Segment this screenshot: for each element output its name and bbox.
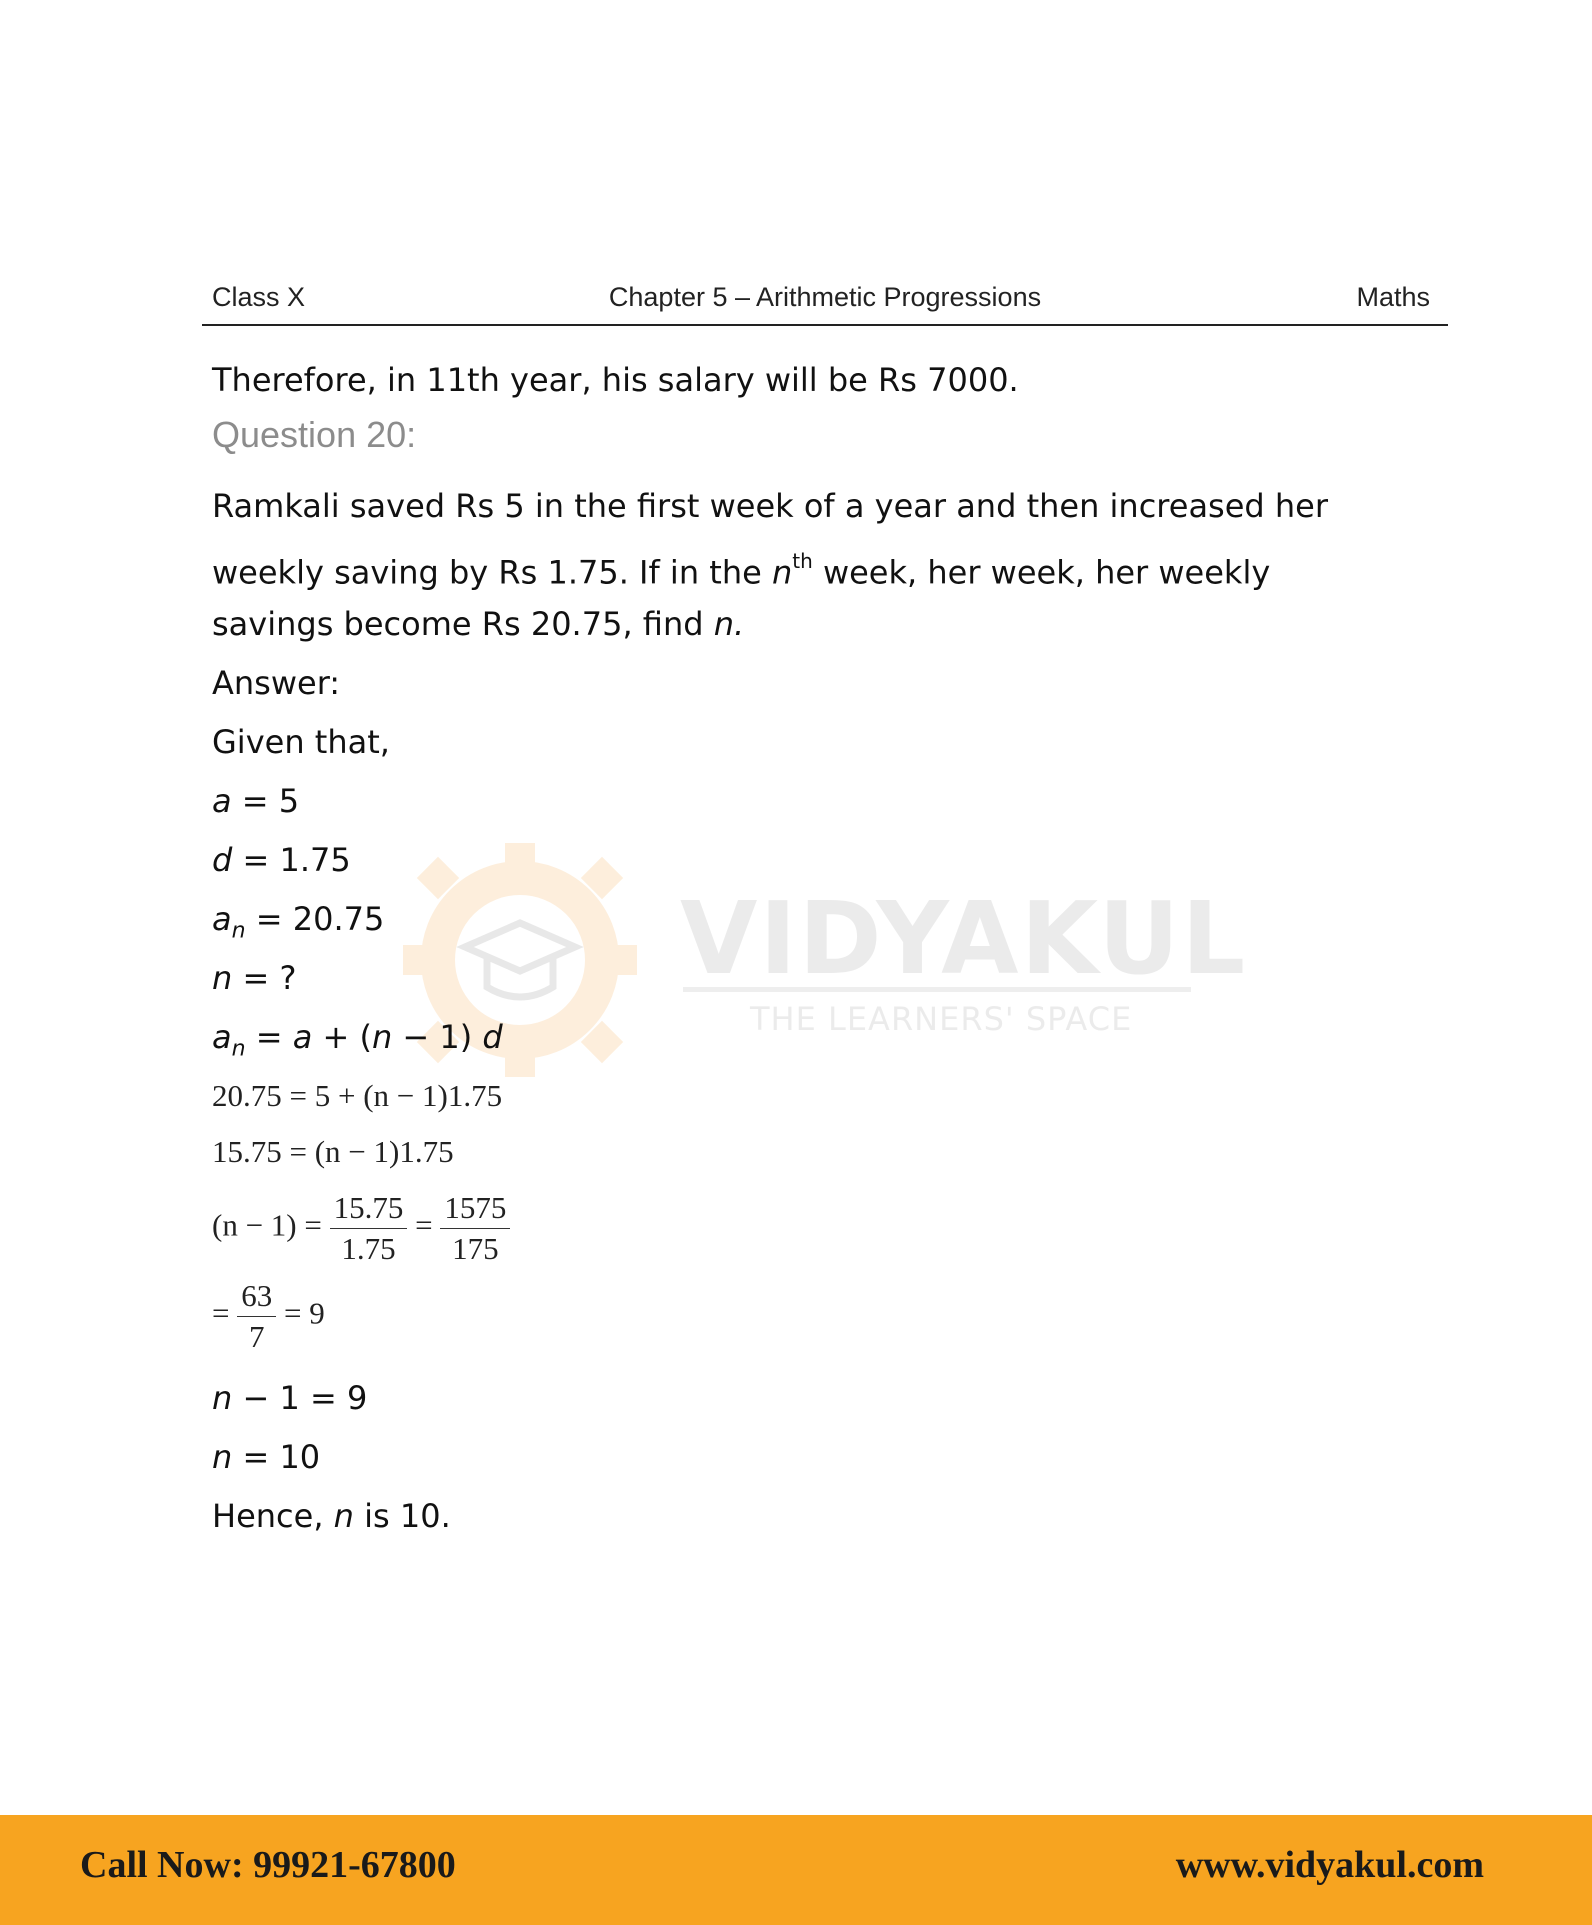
step-3-equation [212,1188,510,1269]
page-footer [0,1815,1592,1925]
question-th-superscript: th [792,549,813,573]
var-d: d [212,841,233,879]
question-title: Question 20: [212,414,417,455]
header-subject: Maths [1356,282,1430,312]
step-6-n: n [212,1438,233,1476]
fraction-numerator: 1575 [440,1188,510,1229]
watermark-divider [683,987,1191,992]
given-d [212,840,351,880]
step-4-equation [212,1276,325,1357]
watermark-title: VIDYAKUL [680,880,1248,997]
formula-minus-one: − 1) [392,1018,483,1056]
formula-equals: = [245,1018,293,1056]
value-an: = 20.75 [245,900,385,938]
step-3-lhs: (n − 1) = [212,1207,330,1243]
given-n [212,958,296,998]
fraction-63-over-7 [237,1276,276,1357]
footer-website: www.vidyakul.com [1175,1844,1484,1886]
answer-label: Answer: [212,664,341,702]
step-4-result: = 9 [276,1295,325,1331]
formula-n: n [371,1018,393,1056]
step-6-equation [212,1437,320,1477]
question-line-2-text: weekly saving by Rs 1.75. If in the [212,553,772,592]
watermark-subtitle: THE LEARNERS' SPACE [750,1000,1133,1038]
step-3-equals: = [407,1207,441,1243]
given-that: Given that, [212,723,390,761]
formula-line [212,1017,503,1069]
step-2-equation: 15.75 = (n − 1)1.75 [212,1134,454,1169]
conclusion-n: n [333,1497,354,1535]
fraction-denominator: 175 [452,1231,499,1266]
value-n: = ? [232,959,297,997]
var-a: a [212,782,232,820]
page-header [202,270,1448,326]
question-line-2-rest: week, her week, her weekly [812,553,1271,592]
fraction-1575-over-175 [440,1188,510,1269]
question-line-2 [212,545,1270,593]
var-n: n [212,959,233,997]
conclusion [212,1496,451,1536]
var-an-subscript: n [231,918,246,944]
intro-line: Therefore, in 11th year, his salary will be Rs 7000. [212,361,1019,399]
formula-plus: + ( [312,1018,372,1056]
step-6-rest: = 10 [232,1438,321,1476]
header-class: Class X [212,282,306,312]
conclusion-text: Hence, [212,1497,334,1535]
given-a [212,781,299,821]
value-a: = 5 [231,782,300,820]
var-an: a [212,900,232,938]
given-an [212,899,384,951]
formula-a: a [292,1018,313,1056]
question-line-3 [212,604,744,644]
step-1-equation: 20.75 = 5 + (n − 1)1.75 [212,1078,503,1113]
formula-d: d [482,1018,503,1056]
vidyakul-watermark [395,835,1248,1095]
fraction-numerator: 15.75 [330,1188,408,1229]
question-line-1: Ramkali saved Rs 5 in the first week of a year and then increased her [212,487,1329,525]
formula-an: a [212,1018,232,1056]
footer-phone: Call Now: 99921-67800 [80,1844,456,1886]
question-n-var: n [771,553,793,592]
value-d: = 1.75 [232,841,351,879]
step-5-n: n [212,1379,233,1417]
fraction-denominator: 1.75 [341,1231,396,1266]
fraction-15-75-over-1-75 [330,1188,408,1269]
fraction-numerator: 63 [237,1276,276,1317]
header-chapter: Chapter 5 – Arithmetic Progressions [608,282,1042,312]
conclusion-rest: is 10. [353,1497,451,1535]
step-5-equation [212,1378,367,1418]
step-4-equals: = [212,1295,238,1331]
fraction-denominator: 7 [248,1319,265,1354]
question-line-3-text: savings become Rs 20.75, find [212,605,714,643]
step-5-rest: − 1 = 9 [232,1379,368,1417]
question-find-n: n. [713,605,745,643]
formula-an-subscript: n [231,1036,246,1062]
